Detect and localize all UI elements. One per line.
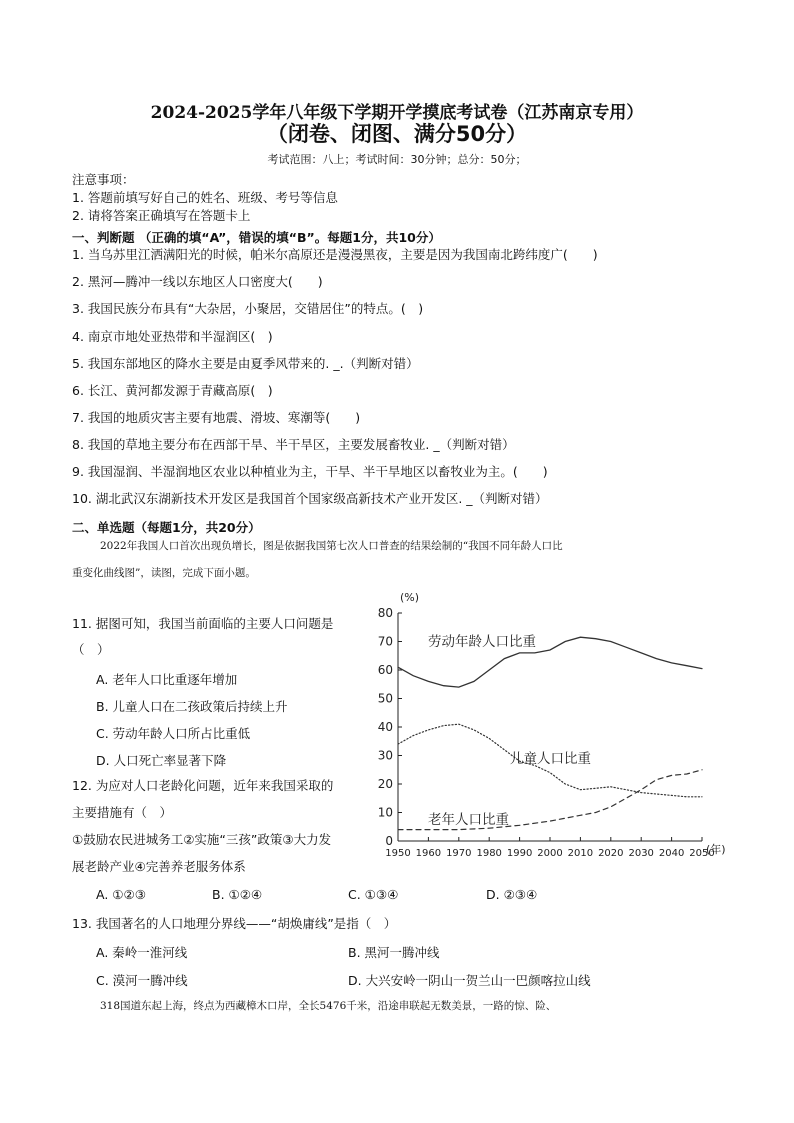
y-tick-label: 80	[377, 606, 393, 620]
exam-subtitle: （闭卷、闭图、满分50分）	[266, 122, 528, 146]
x-tick-label: 2050	[689, 848, 715, 859]
x-tick-label: 2030	[628, 848, 654, 859]
y-tick-label: 20	[377, 777, 393, 791]
section2-intro: 重变化曲线图”，读图，完成下面小题。	[72, 567, 256, 579]
series-label: 劳动年龄人口比重	[428, 634, 536, 650]
x-tick-label: 2000	[537, 848, 563, 859]
judge-question: 4. 南京市地处亚热带和半湿润区( )	[72, 329, 273, 344]
q11-option-c: C. 劳动年龄人口所占比重低	[96, 726, 251, 741]
q12-stem: 主要措施有（ ）	[72, 805, 173, 820]
x-unit-label: (年)	[706, 843, 726, 856]
q13-option-d: D. 大兴安岭一阴山一贺兰山一巴颜喀拉山线	[348, 973, 591, 988]
judge-question: 5. 我国东部地区的降水主要是由夏季风带来的. _.（判断对错）	[72, 356, 419, 371]
exam-meta: 考试范围：八上；考试时间：30分钟；总分：50分；	[267, 153, 527, 166]
judge-question: 2. 黑河—腾冲一线以东地区人口密度大( )	[72, 274, 323, 289]
chart-series	[398, 637, 702, 829]
notes-heading: 注意事项：	[72, 172, 135, 187]
x-tick-label: 2010	[567, 848, 594, 859]
q11-stem: （ ）	[72, 642, 110, 657]
q13-option-a: A. 秦岭一淮河线	[96, 945, 188, 960]
judge-question: 7. 我国的地质灾害主要有地震、滑坡、寒潮等( )	[72, 410, 361, 425]
note-item: 2. 请将答案正确填写在答题卡上	[72, 208, 251, 223]
y-tick-label: 10	[377, 805, 393, 820]
q13-option-c: C. 漠河一腾冲线	[96, 973, 188, 988]
q12-option-d: D. ②③④	[486, 887, 538, 902]
q11-option-a: A. 老年人口比重逐年增加	[96, 672, 238, 687]
chart-labels	[428, 633, 591, 828]
q12-stem: ①鼓励农民进城务工②实施“三孩”政策③大力发	[72, 832, 332, 847]
judge-question: 8. 我国的草地主要分布在西部干旱、半干旱区，主要发展畜牧业. _（判断对错）	[72, 437, 515, 452]
q12-option-c: C. ①③④	[348, 887, 399, 902]
next-intro: 318国道东起上海，终点为西藏樟木口岸，全长5476千米，沿途串联起无数美景，一路的惊、险、	[100, 1000, 557, 1012]
q12-option-a: A. ①②③	[96, 887, 146, 902]
judge-question: 10. 湖北武汉东湖新技术开发区是我国首个国家级高新技术产业开发区. _（判断对错）	[72, 491, 548, 506]
note-item: 1. 答题前填写好自己的姓名、班级、考号等信息	[72, 190, 338, 205]
section2-intro: 2022年我国人口首次出现负增长，图是依据我国第七次人口普查的结果绘制的“我国不同年龄人口比	[100, 540, 563, 552]
x-tick-label: 1950	[385, 848, 411, 859]
q12-stem: 展老龄产业④完善养老服务体系	[72, 859, 246, 874]
section2-heading: 二、单选题（每题1分，共20分）	[72, 520, 261, 535]
judge-question: 1. 当乌苏里江洒满阳光的时候，帕米尔高原还是漫漫黑夜，主要是因为我国南北跨纬度广( )	[72, 247, 598, 262]
series-label: 老年人口比重	[428, 812, 509, 828]
population-chart	[370, 588, 750, 863]
y-tick-label: 50	[377, 691, 393, 706]
judge-question: 3. 我国民族分布具有“大杂居，小聚居，交错居住”的特点。( )	[72, 301, 424, 316]
y-tick-label: 30	[377, 748, 393, 763]
x-tick-label: 1980	[476, 848, 502, 859]
y-tick-label: 0	[385, 834, 393, 848]
y-unit-label: (%)	[400, 591, 420, 604]
y-tick-label: 40	[377, 720, 393, 734]
q12-stem: 12. 为应对人口老龄化问题，近年来我国采取的	[72, 778, 334, 793]
q11-option-d: D. 人口死亡率显著下降	[96, 753, 227, 768]
x-tick-label: 1990	[506, 848, 533, 859]
x-tick-label: 2020	[598, 848, 624, 859]
q12-option-b: B. ①②④	[212, 887, 263, 902]
judge-question: 9. 我国湿润、半湿润地区农业以种植业为主，干旱、半干旱地区以畜牧业为主。( )	[72, 464, 548, 479]
x-tick-label: 1960	[415, 848, 442, 859]
section1-heading: 一、判断题 （正确的填“A”，错误的填“B”。每题1分，共10分）	[72, 230, 441, 245]
series-label: 儿童人口比重	[510, 751, 591, 767]
x-tick-label: 2040	[658, 848, 685, 859]
y-tick-label: 70	[377, 634, 393, 649]
q11-stem: 11. 据图可知，我国当前面临的主要人口问题是	[72, 616, 334, 631]
y-tick-label: 60	[377, 663, 393, 677]
q13-stem: 13. 我国著名的人口地理分界线——“胡焕庸线”是指（ ）	[72, 916, 397, 931]
q13-option-b: B. 黑河一腾冲线	[348, 945, 440, 960]
judge-question: 6. 长江、黄河都发源于青藏高原( )	[72, 383, 273, 398]
exam-title: 2024-2025学年八年级下学期开学摸底考试卷（江苏南京专用）	[150, 103, 644, 123]
q11-option-b: B. 儿童人口在二孩政策后持续上升	[96, 699, 288, 714]
x-tick-label: 1970	[446, 848, 472, 859]
